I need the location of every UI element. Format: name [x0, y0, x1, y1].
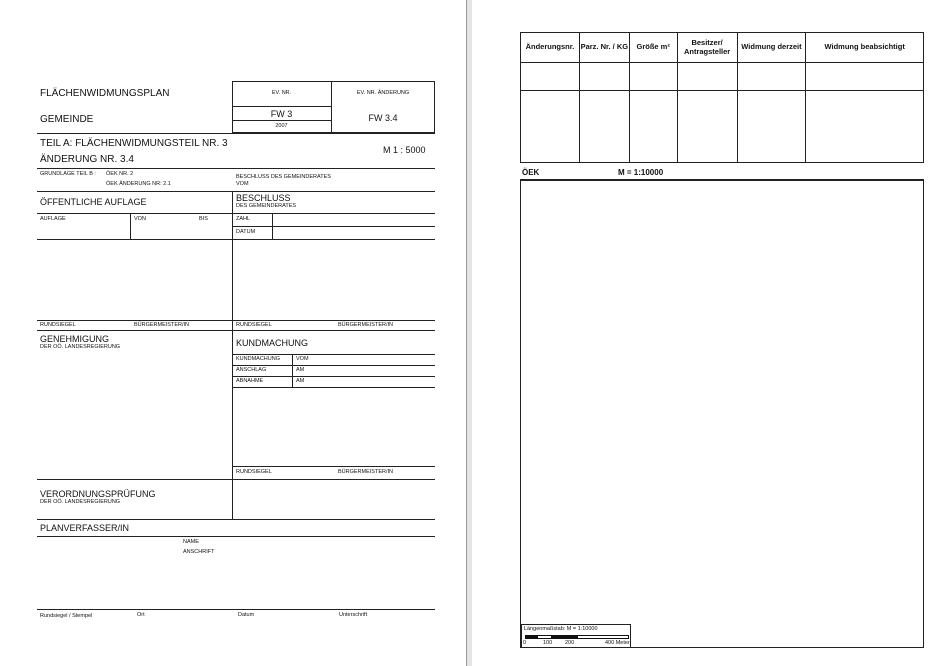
mayor-label: BÜRGERMEISTER/IN	[134, 322, 190, 328]
display-from-label: VON	[134, 216, 146, 222]
seal-label: RUNDSIEGEL	[40, 322, 76, 328]
table-cell[interactable]	[629, 91, 677, 163]
resolution-title: BESCHLUSS	[236, 193, 291, 203]
resolution-date-label: DATUM	[236, 229, 256, 235]
basis-label: GRUNDLAGE TEIL B :	[40, 171, 96, 177]
display-label: AUFLAGE	[40, 216, 66, 222]
table-cell[interactable]	[806, 63, 924, 91]
header-current-zoning	[737, 33, 806, 63]
table-cell[interactable]	[579, 91, 629, 163]
header-current-zoning-text: Widmung derzeit	[741, 42, 802, 52]
municipality-label: GEMEINDE	[40, 114, 94, 125]
table-cell[interactable]	[677, 91, 737, 163]
removal-row-value: AM	[296, 378, 305, 384]
oek-map-frame	[520, 180, 924, 648]
oek-label: ÖEK	[522, 168, 540, 177]
table-cell[interactable]	[629, 63, 677, 91]
oek-scale: M = 1:10000	[618, 168, 664, 177]
oek-number: ÖEK NR. 2	[106, 171, 134, 177]
footer-date-label: Datum	[238, 612, 255, 618]
public-display-title: ÖFFENTLICHE AUFLAGE	[40, 197, 147, 207]
announcement-row-label: KUNDMACHUNG	[236, 356, 280, 362]
ev-nr-label: EV. NR.	[271, 90, 292, 96]
approval-subtitle: DER OÖ. LANDESREGIERUNG	[40, 344, 121, 350]
change-table-header-row	[521, 33, 924, 63]
header-change-number	[521, 33, 580, 63]
header-size	[629, 33, 677, 63]
right-form-sheet	[472, 0, 942, 666]
plan-title: FLÄCHENWIDMUNGSPLAN	[40, 88, 170, 99]
table-cell[interactable]	[521, 91, 580, 163]
posting-row-label: ANSCHLAG	[236, 367, 267, 373]
scale-label: M 1 : 5000	[383, 145, 426, 155]
header-parcel-number	[579, 33, 629, 63]
ordinance-review-title: VERORDNUNGSPRÜFUNG	[40, 489, 156, 499]
scalebar-tick: 200	[565, 640, 575, 646]
footer-stamp-label: Rundsiegel / Stempel	[40, 613, 93, 619]
table-cell[interactable]	[677, 63, 737, 91]
oek-change-number: ÖEK ÄNDERUNG NR: 2.1	[106, 181, 171, 187]
mayor-label: BÜRGERMEISTER/IN	[338, 469, 394, 475]
part-title: TEIL A: FLÄCHENWIDMUNGSTEIL NR. 3	[40, 138, 228, 149]
header-parcel-number-text: Parz. Nr. / KG	[580, 42, 629, 52]
table-row	[521, 91, 924, 163]
scalebar-title: Längenmaßstab: M = 1:10000	[524, 626, 598, 632]
seal-label: RUNDSIEGEL	[236, 469, 272, 475]
table-cell[interactable]	[521, 63, 580, 91]
scalebar	[525, 635, 629, 639]
removal-row-label: ABNAHME	[236, 378, 264, 384]
table-cell[interactable]	[737, 91, 806, 163]
resolution-number-label: ZAHL	[236, 216, 251, 222]
display-to-label: BIS	[199, 216, 208, 222]
posting-row-value: AM	[296, 367, 305, 373]
scalebar-tick: 0	[523, 640, 527, 646]
table-cell[interactable]	[806, 91, 924, 163]
ev-year: 2007	[275, 123, 288, 129]
header-owner	[677, 33, 737, 63]
council-resolution-label: BESCHLUSS DES GEMEINDERATES	[236, 174, 331, 180]
announcement-title: KUNDMACHUNG	[236, 338, 308, 348]
header-intended-zoning	[806, 33, 924, 63]
ev-change-label: EV. NR. ÄNDERUNG	[356, 90, 410, 96]
change-title: ÄNDERUNG NR. 3.4	[40, 154, 134, 165]
ev-change-value: FW 3.4	[368, 113, 398, 123]
header-change-number-text: Änderungsnr.	[525, 42, 575, 52]
approval-title: GENEHMIGUNG	[40, 334, 110, 344]
resolution-subtitle: DES GEMEINDERATES	[236, 203, 297, 209]
footer-signature-label: Unterschrift	[339, 612, 368, 618]
header-intended-zoning-text: Widmung beabsichtigt	[824, 42, 905, 52]
announcement-row-value: VOM	[296, 356, 309, 362]
ev-nr-value: FW 3	[270, 109, 293, 119]
footer-place-label: Ort	[137, 612, 145, 618]
table-cell[interactable]	[737, 63, 806, 91]
table-row	[521, 63, 924, 91]
planner-address-label: ANSCHRIFT	[183, 549, 215, 555]
ordinance-review-subtitle: DER OÖ. LANDESREGIERUNG	[40, 499, 121, 505]
left-form-sheet	[0, 0, 466, 666]
planner-name-label: NAME	[183, 539, 199, 545]
council-resolution-date-label: VOM	[236, 181, 249, 187]
scalebar-tick: 100	[543, 640, 553, 646]
header-size-text: Größe m²	[636, 42, 670, 52]
seal-label: RUNDSIEGEL	[236, 322, 272, 328]
mayor-label: BÜRGERMEISTER/IN	[338, 322, 394, 328]
scalebar-tick: 400 Meter	[605, 640, 630, 646]
planner-title: PLANVERFASSER/IN	[40, 523, 130, 533]
change-table	[520, 32, 924, 163]
header-owner-text: Besitzer/ Antragsteller	[683, 37, 731, 56]
table-cell[interactable]	[579, 63, 629, 91]
